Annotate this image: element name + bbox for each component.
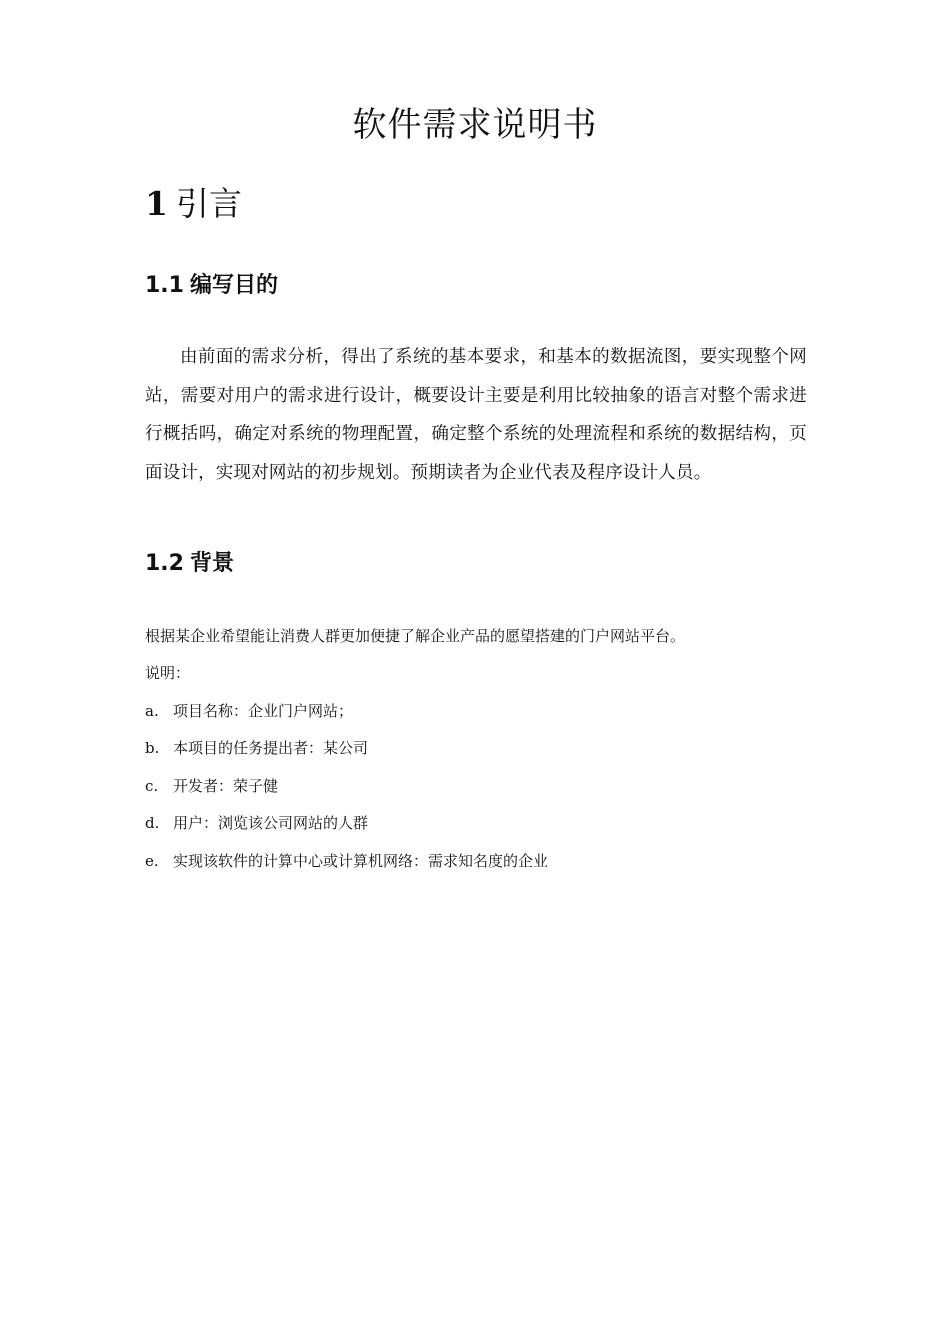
subsection-number: 1.2 [145, 551, 184, 576]
background-intro: 根据某企业希望能让消费人群更加便捷了解企业产品的愿望搭建的门户网站平台。 [145, 627, 686, 645]
list-marker: a. [145, 702, 159, 720]
list-marker: c. [145, 777, 159, 795]
list-marker: d. [145, 814, 160, 832]
section-heading-introduction [145, 180, 242, 228]
list-item [145, 811, 368, 835]
subsection-heading-background [145, 548, 234, 580]
section-number: 1 [145, 184, 168, 223]
subsection-heading-purpose [145, 270, 278, 302]
section-title: 引言 [175, 184, 242, 223]
purpose-paragraph: 由前面的需求分析，得出了系统的基本要求，和基本的数据流图，要实现整个网站，需要对用户的需求进行设计，概要设计主要是利用比较抽象的语言对整个需求进行概括吗，确定对系统的物理配置，确定整个系统的处理流程和系统的数据结构，页面设计，实现对网站的初步规划。预期读者为企业代表及程序设计人员。 [145, 347, 807, 483]
list-item [145, 699, 353, 723]
subsection-title: 背景 [189, 551, 234, 576]
subsection-title: 编写目的 [189, 273, 278, 298]
note-label: 说明： [145, 664, 191, 682]
list-marker: e. [145, 852, 159, 870]
document-title: 软件需求说明书 [352, 105, 598, 145]
list-item-text: 项目名称：企业门户网站； [173, 702, 354, 720]
list-item [145, 849, 548, 873]
list-marker: b. [145, 739, 160, 757]
list-item-text: 用户：浏览该公司网站的人群 [173, 814, 369, 832]
list-item [145, 736, 368, 760]
list-item-text: 实现该软件的计算中心或计算机网络：需求知名度的企业 [173, 852, 549, 870]
list-item-text: 本项目的任务提出者：某公司 [173, 739, 369, 757]
list-item-text: 开发者：荣子健 [173, 777, 279, 795]
list-item [145, 774, 278, 798]
subsection-number: 1.1 [145, 273, 184, 298]
